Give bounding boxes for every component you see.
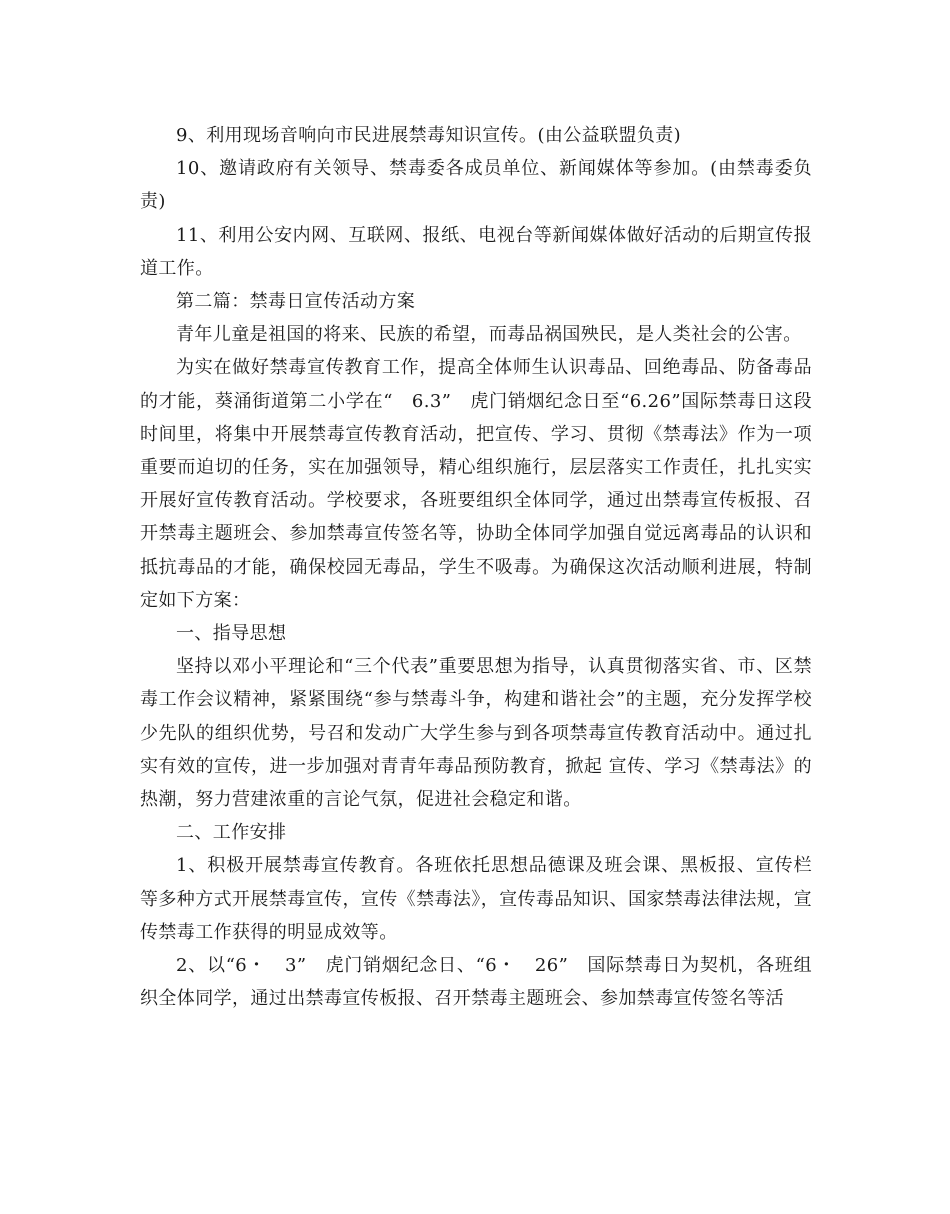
heading-work-arrangement: 二、工作安排 [176, 822, 287, 844]
paragraph-guiding-ideology: 坚持以邓小平理论和“三个代表”重要思想为指导，认真贯彻落实省、市、区禁毒工作会议精神，紧紧围绕“参与禁毒斗争，构建和谐社会”的主题，充分发挥学校少先队的组织优势，号召和发动广大学生参与到各项禁毒宣传教育活动中。通过扎实有效的宣传，进一步加强对青青年毒品预防教育，掀起 宣传、学习《禁毒法》的热潮，努力营建浓重的言论气氛，促进社会稳定和谐。 [140, 656, 812, 811]
paragraph-item-9: 9、利用现场音响向市民进展禁毒知识宣传。(由公益联盟负责) [176, 125, 682, 146]
heading-guiding-ideology: 一、指导思想 [176, 623, 287, 645]
paragraph-background: 为实在做好禁毒宣传教育工作，提高全体师生认识毒品、回绝毒品、防备毒品的才能，葵涌街道第二小学在“ 6.3” 虎门销烟纪念日至“6.26”国际禁毒日这段时间里，将集中开展禁毒宣传教育活动，把宣传、学习、贯彻《禁毒法》作为一项重要而迫切的任务，实在加强领导，精心组织施行，层层落实工作责任，扎扎实实开展好宣传教育活动。学校要求，各班要组织全体同学，通过出禁毒宣传板报、召开禁毒主题班会、参加禁毒宣传签名等，协助全体同学加强自觉远离毒品的认识和抵抗毒品的才能，确保校园无毒品，学生不吸毒。为确保这次活动顺利进展，特制定如下方案： [140, 357, 812, 611]
paragraph-arrangement-1: 1、积极开展禁毒宣传教育。各班依托思想品德课及班会课、黑板报、宣传栏等多种方式开展禁毒宣传，宣传《禁毒法》，宣传毒品知识、国家禁毒法律法规，宣传禁毒工作获得的明显成效等。 [140, 855, 812, 943]
paragraph-arrangement-2: 2、以“6・ 3” 虎门销烟纪念日、“6・ 26” 国际禁毒日为契机，各班组织全体同学，通过出禁毒宣传板报、召开禁毒主题班会、参加禁毒宣传签名等活 [140, 955, 812, 1010]
section-title: 第二篇：禁毒日宣传活动方案 [176, 291, 416, 313]
paragraph-intro: 青年儿童是祖国的将来、民族的希望，而毒品祸国殃民，是人类社会的公害。 [176, 324, 802, 346]
document-body [140, 119, 812, 1015]
paragraph-item-10: 10、邀请政府有关领导、禁毒委各成员单位、新闻媒体等参加。(由禁毒委负责) [140, 158, 812, 213]
paragraph-item-11: 11、利用公安内网、互联网、报纸、电视台等新闻媒体做好活动的后期宣传报道工作。 [140, 224, 812, 279]
